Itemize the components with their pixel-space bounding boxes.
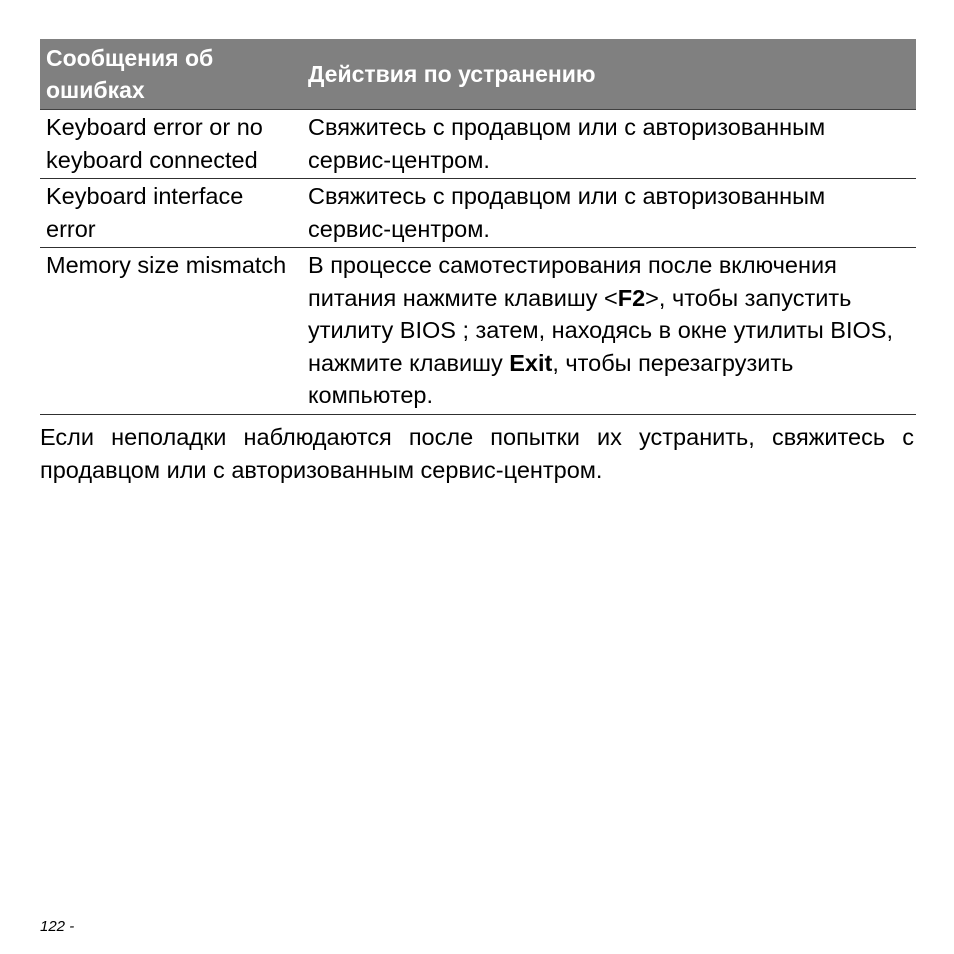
action-text: >, чтобы запустить утилиту BIOS ; затем, находясь в окне утилиты BIOS, нажмите клавишу — [308, 284, 893, 376]
key-name-f2: F2 — [617, 284, 646, 311]
table-header-row — [40, 39, 916, 110]
key-name-exit: Exit — [509, 349, 553, 376]
table-row — [40, 248, 916, 415]
error-messages-table — [40, 39, 916, 415]
action-text: Свяжитесь с продавцом или с авторизованным сервис-центром. — [308, 114, 826, 173]
error-message-cell: Keyboard error or no keyboard connected — [40, 110, 302, 179]
page-number: 122 - — [40, 918, 75, 935]
action-text: , чтобы перезагрузить компьютер. — [308, 349, 794, 408]
action-text: Свяжитесь с продавцом или с авторизованным сервис-центром. — [308, 183, 826, 242]
column-header-actions: Действия по устранению — [302, 39, 916, 110]
action-text: В процессе самотестирования после включения питания нажмите клавишу < — [308, 252, 837, 311]
action-cell — [302, 110, 916, 179]
troubleshooting-note: Если неполадки наблюдаются после попытки их устранить, свяжитесь с продавцом или с авторизованным сервис-центром. — [40, 424, 914, 483]
column-header-messages: Сообщения об ошибках — [40, 39, 302, 110]
table-row — [40, 179, 916, 248]
error-message-cell: Memory size mismatch — [40, 248, 302, 415]
action-cell — [302, 248, 916, 415]
table-row — [40, 110, 916, 179]
action-cell — [302, 179, 916, 248]
error-message-cell: Keyboard interface error — [40, 179, 302, 248]
